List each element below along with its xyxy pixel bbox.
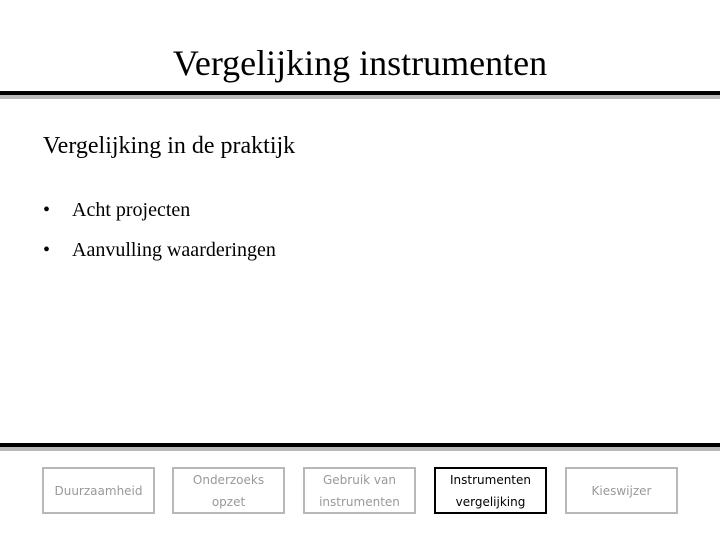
nav-button-label: Duurzaamheid	[54, 483, 143, 498]
nav-button-label: Onderzoeks	[192, 472, 265, 487]
slide-subtitle: Vergelijking in de praktijk	[43, 133, 296, 159]
bullet-icon: •	[43, 199, 51, 221]
slide-title: Vergelijking instrumenten	[172, 43, 548, 83]
nav-button-label: Gebruik van	[323, 472, 396, 487]
nav-button-onderzoeksopzet[interactable]	[172, 467, 285, 514]
list-item	[43, 190, 276, 230]
nav-button-label: Instrumenten	[449, 472, 531, 487]
bullet-text: Aanvulling waarderingen	[72, 238, 276, 261]
list-item	[43, 230, 276, 270]
bullet-icon: •	[43, 239, 51, 261]
title-divider	[0, 91, 720, 99]
nav-button-instrumenten-vergelijking[interactable]	[434, 467, 547, 514]
nav-button-kieswijzer[interactable]	[565, 467, 678, 514]
bullet-list	[43, 190, 276, 270]
nav-button-label: opzet	[211, 494, 246, 509]
footer-divider	[0, 443, 720, 451]
bullet-text: Acht projecten	[72, 198, 191, 221]
nav-button-label: instrumenten	[319, 494, 400, 509]
nav-button-label: vergelijking	[455, 494, 526, 509]
nav-button-label: Kieswijzer	[591, 483, 652, 498]
nav-button-gebruik-van-instrumenten[interactable]	[303, 467, 416, 514]
nav-button-duurzaamheid[interactable]	[42, 467, 155, 514]
